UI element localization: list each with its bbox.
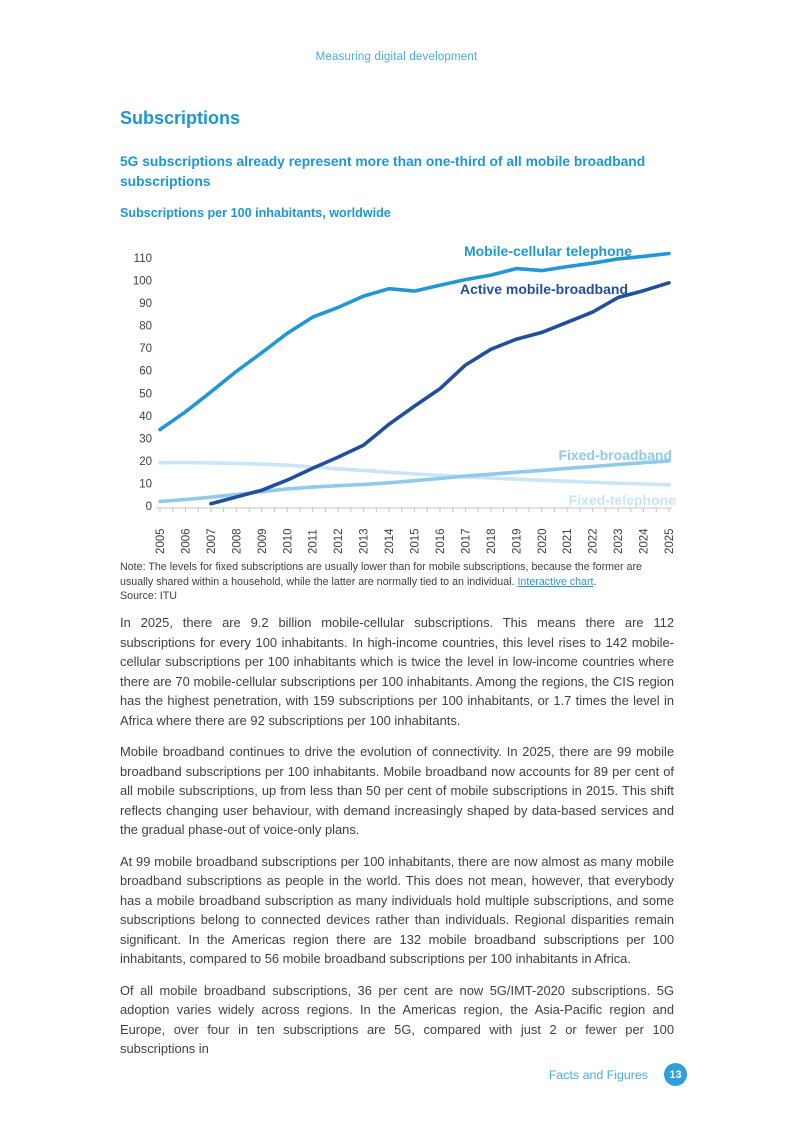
x-tick-label: 2022 [587, 528, 600, 554]
running-header: Measuring digital development [315, 51, 478, 63]
y-tick-label: 60 [139, 365, 152, 378]
series-line-mobile-cellular-telephone [160, 254, 669, 430]
x-tick-label: 2017 [460, 528, 473, 554]
y-tick-label: 80 [139, 320, 152, 333]
series-label-fixed-telephone: Fixed-telephone [568, 492, 676, 508]
series-label-mobile-cellular-telephone: Mobile-cellular telephone [463, 243, 632, 259]
y-tick-label: 0 [145, 501, 152, 513]
y-tick-label: 100 [132, 275, 152, 288]
chart-note [120, 560, 674, 604]
series-line-active-mobile-broadband [211, 283, 669, 504]
y-tick-label: 50 [139, 388, 152, 401]
x-tick-label: 2018 [485, 528, 498, 554]
paragraph-1: In 2025, there are 9.2 billion mobile-cellular subscriptions. This means there are 112 subscriptions for every 100 inhabitants. In high-income countries, this level rises to 142 mobile-cellular subscriptions per 100 inhabitants which is twice the level in low-income countries where there are 70 mobile-cellular subscriptions per 100 inhabitants. Among the regions, the CIS region has the highest penetration, with 159 subscriptions per 100 inhabitants, or 1.7 times the level in Africa where there are 92 subscriptions per 100 inhabitants. [120, 615, 674, 728]
interactive-chart-link[interactable]: Interactive chart [517, 575, 594, 588]
y-tick-label: 40 [139, 410, 152, 423]
x-tick-label: 2009 [256, 528, 269, 554]
x-tick-label: 2012 [333, 528, 346, 554]
x-tick-label: 2013 [358, 528, 371, 554]
paragraph-2: Mobile broadband continues to drive the evolution of connectivity. In 2025, there are 99 mobile broadband subscriptions per 100 inhabitants. Mobile broadband now accounts for 89 per cent of all mobile subscriptions, up from less than 50 per cent of mobile subscriptions in 2015. This shift reflects changing user behaviour, with demand increasingly shaped by data-based services and the gradual phase-out of voice-only plans. [120, 744, 674, 837]
y-tick-label: 70 [139, 343, 152, 356]
x-tick-label: 2010 [282, 528, 295, 554]
y-tick-label: 30 [139, 433, 152, 446]
y-tick-label: 10 [139, 478, 152, 491]
source-line: Source: ITU [120, 590, 178, 603]
x-tick-label: 2011 [307, 529, 320, 554]
chart-title: Subscriptions per 100 inhabitants, worldwide [120, 206, 391, 220]
series-label-fixed-broadband: Fixed-broadband [558, 447, 672, 463]
subscriptions-line-chart-svg [120, 238, 680, 558]
x-tick-label: 2024 [638, 528, 651, 554]
x-tick-label: 2006 [180, 528, 193, 554]
x-tick-label: 2005 [155, 528, 167, 554]
x-tick-label: 2007 [205, 528, 218, 554]
x-tick-label: 2023 [613, 528, 626, 554]
paragraph-4: Of all mobile broadband subscriptions, 36 per cent are now 5G/IMT-2020 subscriptions. 5G adoption varies widely across regions. In the Americas region, the Asia-Pacific region and Europe, over four in ten subscriptions are 5G, compared with just 2 or fewer per 100 subscriptions in [120, 982, 674, 1056]
x-tick-label: 2025 [664, 528, 676, 554]
y-tick-label: 20 [139, 455, 152, 468]
page-number-badge: 13 [664, 1063, 687, 1086]
x-tick-label: 2020 [536, 528, 549, 554]
chart-headline: 5G subscriptions already represent more than one-third of all mobile broadband subscriptions [120, 154, 646, 189]
section-title: Subscriptions [120, 108, 241, 128]
line-chart [120, 238, 680, 558]
y-tick-label: 110 [133, 253, 152, 266]
page-footer [549, 1063, 687, 1086]
x-tick-label: 2015 [409, 528, 422, 554]
note-suffix: . [593, 575, 597, 588]
paragraph-3: At 99 mobile broadband subscriptions per 100 inhabitants, there are now almost as many mobile broadband subscriptions as people in the world. This does not mean, however, that everybody has a mobile broadband subscription as many individuals hold multiple subscriptions, and some subscriptions belong to connected devices rather than individuals. Regional disparities remain significant. In the Americas region there are 132 mobile broadband subscriptions per 100 inhabitants, compared to 56 mobile broadband subscriptions per 100 inhabitants in Africa. [120, 853, 674, 966]
x-tick-label: 2008 [231, 528, 244, 554]
x-tick-label: 2016 [434, 528, 447, 554]
footer-label: Facts and Figures [548, 1067, 648, 1082]
y-tick-label: 90 [139, 298, 152, 311]
x-tick-label: 2021 [562, 528, 575, 554]
x-tick-label: 2014 [384, 528, 397, 554]
series-label-active-mobile-broadband: Active mobile-broadband [459, 281, 628, 297]
body-text [120, 613, 674, 1071]
x-tick-label: 2019 [511, 528, 524, 554]
note-text: Note: The levels for fixed subscriptions are usually lower than for mobile subscriptions, because the former are usually shared within a household, while the latter are normally tied to an individual. [120, 561, 642, 588]
